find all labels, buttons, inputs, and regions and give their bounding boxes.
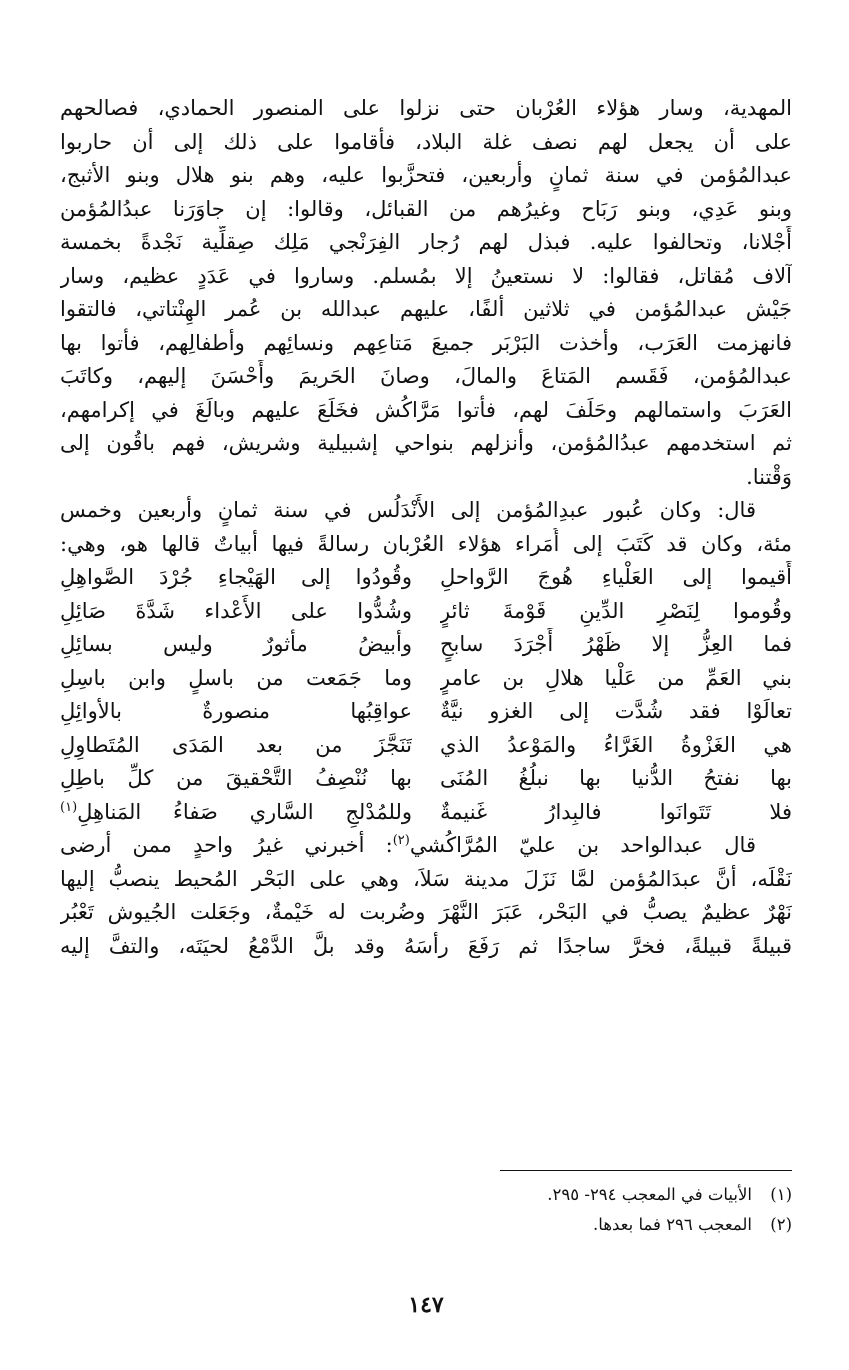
- footnote-text: المعجب ٢٩٦ فما بعدها.: [593, 1215, 752, 1234]
- poem-verse: [60, 595, 792, 629]
- poem-verse: [60, 729, 792, 763]
- second-hemistich: [60, 796, 412, 830]
- footnote-number: (١): [770, 1185, 792, 1204]
- first-hemistich: بني العَمِّ من عَلْيا هلالِ بن عامرٍ: [440, 665, 792, 690]
- text-line: ثم استخدمهم عبدُالمُؤمن، وأنزلهم بنواحي إشبيلية وشريش، فهم باقُون إلى: [60, 431, 792, 455]
- footnote-1: [60, 1180, 792, 1210]
- text-line: نَقْلَه، أنَّ عبدَالمُؤمن لمَّا نَزَلَ مدينة سَلاَ، وهي على البَحْر المُحيط ينصبُّ إليها: [60, 866, 792, 891]
- text-segment: قال عبدالواحد بن عليّ المُرَّاكُشي: [409, 833, 756, 857]
- footnote-text: الأبيات في المعجب ٢٩٤- ٢٩٥.: [547, 1185, 752, 1204]
- poem-verse: [60, 762, 792, 796]
- text-line: نَهْرٌ عظيمٌ يصبُّ في البَحْر، عَبَرَ النَّهْرَ وضُربت له خَيْمةٌ، وجَعَلت الجُيوش تَعْبُر: [60, 900, 792, 924]
- book-page: [60, 92, 792, 1342]
- first-hemistich: بها نفتحُ الدُّنيا بها نبلُغُ المُنَى: [440, 766, 792, 790]
- text-line: المهدية، وسار هؤلاء العُرْبان حتى نزلوا على المنصور الحمادي، فصالحهم: [60, 96, 792, 120]
- text-line: آلاف مُقاتل، فقالوا: لا نستعينُ إلا بمُسلم. وساروا في عَدَدٍ عظيم، وسار: [60, 263, 792, 288]
- paragraph-2: [60, 494, 792, 561]
- first-hemistich: تعالَوْا فقد شُدَّت إلى الغزو نيَّةٌ: [440, 699, 792, 723]
- first-hemistich: فما العِزُّ إلا ظَهْرُ أَجْرَدَ سابحٍ: [440, 632, 792, 656]
- second-hemistich-text: وللمُدْلجِ السَّاري صَفاءُ المَناهِلِ: [77, 799, 412, 824]
- first-hemistich: أَقيموا إلى العَلْياءِ هُوجَ الرَّواحلِ: [440, 565, 792, 589]
- text-line: عبدالمُؤمن في سنة ثمانٍ وأربعين، فتحزَّبوا عليه، وهم بنو هلال وبنو الأثبج،: [60, 163, 792, 187]
- poem-verse: [60, 561, 792, 595]
- paragraph-1: [60, 92, 792, 494]
- page-number: ١٤٧: [408, 1292, 444, 1318]
- paragraph-3: [60, 829, 792, 963]
- text-line: وَقْتنا.: [746, 464, 792, 489]
- poem-verse: [60, 796, 792, 830]
- text-line: فانهزمت العَرَب، وأخذت البَرْبَر جميعَ مَتاعِهم ونسائِهم وأطفالِهم، فأتوا بها: [60, 330, 792, 355]
- footnote-number: (٢): [770, 1215, 792, 1234]
- footnote-divider: [500, 1170, 792, 1171]
- poem: [60, 561, 792, 829]
- poem-verse: [60, 662, 792, 696]
- second-hemistich: عواقِبُها منصورةٌ بالأوائِلِ: [60, 699, 412, 723]
- text-line: على أن يجعل لهم نصف غلة البلاد، فأقاموا على ذلك إلى أن حاربوا: [60, 129, 792, 154]
- second-hemistich: وقُودُوا إلى الهَيْجاءِ جُرْدَ الصَّواهِلِ: [60, 565, 412, 589]
- footnote-mark-2[interactable]: (٢): [392, 833, 410, 848]
- text-line: [60, 829, 792, 863]
- text-line: العَرَبَ واستمالهم وحَلَفَ لهم، فأتوا مَرَّاكُش فخَلَعَ عليهم وبالَغَ في إكرامهم،: [60, 397, 792, 422]
- text-line: عبدالمُؤمن، فَقَسم المَتاعَ والمالَ، وصانَ الحَريمَ وأَحْسَنَ إليهم، وكاتَبَ: [60, 364, 792, 388]
- second-hemistich: تَنَجَّزَ من بعد المَدَى المُتَطاوِلِ: [60, 732, 412, 757]
- second-hemistich: بها نُنْصِفُ التَّحْقيقَ من كلِّ باطِلِ: [60, 766, 412, 790]
- first-hemistich: وقُوموا لِنَصْرِ الدِّينِ قَوْمةَ ثائرٍ: [440, 598, 792, 623]
- second-hemistich: وما جَمَعت من باسلٍ وابن باسِلِ: [60, 665, 412, 690]
- footnote-2: [60, 1210, 792, 1240]
- second-hemistich: وأبيضُ مأثورٌ وليس بسائِلِ: [60, 632, 412, 656]
- text-line: مئة، وكان قد كَتَبَ إلى أُمَراء هؤلاء العُرْبان رسالةً فيها أبياتٌ قالها هو، وهي:: [60, 531, 792, 556]
- text-line: أَجْلانا، وتحالفوا عليه. فبذل لهم رُجار الفِرَنْجي مَلِك صِقلِّية نَجْدةً بخمسة: [60, 230, 792, 254]
- footnotes: [60, 1180, 792, 1240]
- text-line: قال: وكان عُبور عبدِالمُؤمن إلى الأَنْدَلُس في سنة ثمانٍ وأربعين وخمس: [60, 498, 756, 522]
- text-line: وبنو عَدِي، وبنو رَبَاح وغيرُهم من القبائل، وقالوا: إن جاوَرَنا عبدُالمُؤمن: [60, 196, 792, 221]
- text-line: جَيْش عبدالمُؤمن في ثلاثين ألفًا، عليهم عبدالله بن عُمر الهِنْتاتي، فالتقوا: [60, 297, 792, 321]
- first-hemistich: هي الغَزْوةُ الغَرَّاءُ والمَوْعدُ الذي: [440, 732, 792, 757]
- poem-verse: [60, 695, 792, 729]
- footnote-mark-1[interactable]: (١): [60, 799, 78, 815]
- second-hemistich: وشُدُّوا على الأَعْداء شَدَّةَ صَائِلِ: [60, 598, 412, 623]
- text-segment: : أخبرني غيرُ واحدٍ ممن أرضى: [60, 833, 393, 857]
- text-line: قبيلةً قبيلةً، فخرَّ ساجدًا ثم رَفَعَ رأسَهُ وقد بلَّ الدَّمْعُ لحيَتَه، والتفَّ إليه: [60, 933, 792, 958]
- poem-verse: [60, 628, 792, 662]
- first-hemistich: فلا تَتَوانَوا فالبِدارُ غَنيمةٌ: [440, 799, 792, 824]
